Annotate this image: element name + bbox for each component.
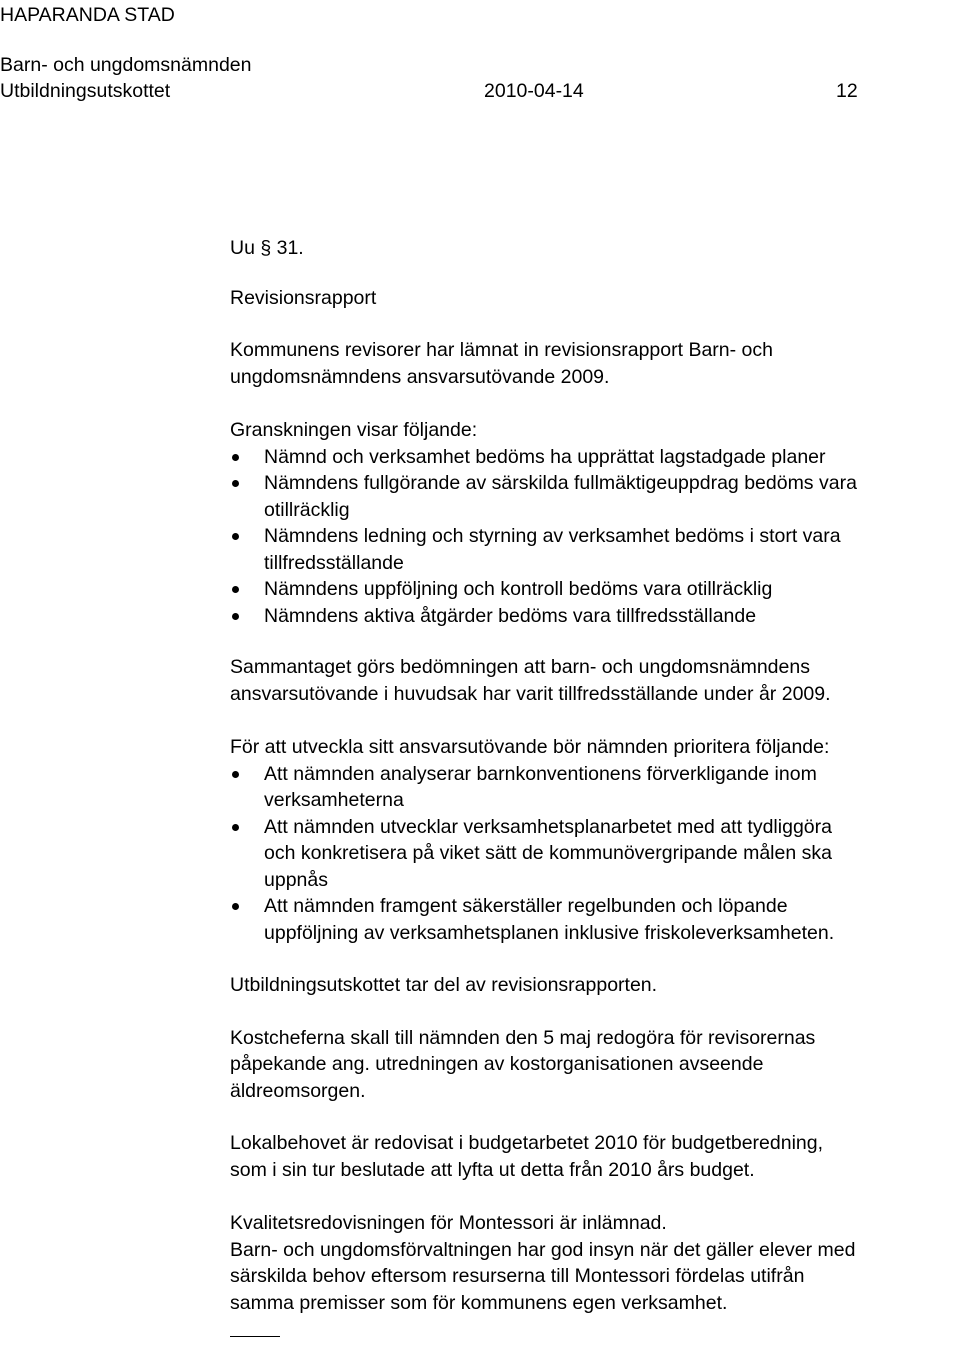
text-line: tillfredsställande (264, 551, 404, 574)
text-line: Att nämnden framgent säkerställer regelbunden och löpande (264, 895, 788, 917)
text-line: som i sin tur beslutade att lyfta ut detta från 2010 års budget. (230, 1158, 755, 1181)
review-list (230, 444, 958, 630)
bullet-icon (232, 533, 239, 540)
text-line: påpekande ang. utredningen av kostorganisationen avseende (230, 1053, 764, 1075)
text-line: särskilda behov eftersom resurserna till Montessori fördelas utifrån (230, 1265, 805, 1287)
text-line: otillräcklig (264, 498, 350, 521)
text-line: Lokalbehovet är redovisat i budgetarbetet 2010 för budgetberedning, (230, 1132, 824, 1154)
bullet-icon (232, 454, 239, 461)
text-line: Nämndens ledning och styrning av verksamhet bedöms i stort vara (264, 525, 841, 547)
text-line: Att nämnden utvecklar verksamhetsplanarbetet med att tydliggöra (264, 815, 832, 838)
text-line: Kommunens revisorer har lämnat in revisionsrapport Barn- och (230, 339, 773, 361)
text-line: äldreomsorgen. (230, 1079, 366, 1102)
premises-paragraph (230, 1130, 958, 1183)
list-item (230, 576, 958, 603)
kostchef-paragraph (230, 1025, 958, 1105)
text-line: Nämndens uppföljning och kontroll bedöms vara otillräcklig (264, 578, 773, 600)
page-number: 12 (836, 80, 858, 102)
quality-paragraph (230, 1210, 958, 1316)
text-line: Kvalitetsredovisningen för Montessori är inlämnad. (230, 1212, 667, 1234)
list-item (230, 523, 958, 576)
list-item (230, 893, 958, 946)
section-number: Uu § 31. (230, 237, 304, 259)
decision-paragraph (230, 972, 958, 999)
review-lead: Granskningen visar följande: (230, 419, 478, 441)
text-line: uppföljning av verksamhetsplanen inklusive friskoleverksamheten. (264, 921, 835, 944)
text-line: Kostcheferna skall till nämnden den 5 maj redogöra för revisorernas (230, 1026, 816, 1049)
list-item (230, 761, 958, 814)
list-item (230, 470, 958, 523)
meeting-date: 2010-04-14 (484, 80, 584, 102)
text-line: uppnås (264, 868, 328, 891)
text-line: ungdomsnämndens ansvarsutövande 2009. (230, 365, 610, 388)
text-line: och konkretisera på viket sätt de kommunövergripande målen ska (264, 842, 832, 864)
text-line: Utbildningsutskottet tar del av revisionsrapporten. (230, 974, 658, 996)
priorities-list (230, 761, 958, 947)
bullet-icon (232, 586, 239, 593)
text-line: ansvarsutövande i huvudsak har varit tillfredsställande under år 2009. (230, 682, 831, 705)
signature-rule (230, 1336, 280, 1337)
text-line: verksamheterna (264, 789, 404, 811)
section-title: Revisionsrapport (230, 287, 377, 309)
bullet-icon (232, 613, 239, 620)
list-item (230, 444, 958, 471)
text-line: Barn- och ungdomsförvaltningen har god insyn när det gäller elever med (230, 1238, 856, 1261)
committee-name: Utbildningsutskottet (0, 80, 171, 102)
body-text (230, 337, 958, 1316)
priorities-lead: För att utveckla sitt ansvarsutövande bör nämnden prioritera följande: (230, 736, 830, 758)
text-line: Att nämnden analyserar barnkonventionens förverkligande inom (264, 762, 817, 785)
bullet-icon (232, 771, 239, 778)
board-name: Barn- och ungdomsnämnden (0, 54, 252, 76)
review-section (230, 417, 958, 629)
text-line: Sammantaget görs bedömningen att barn- och ungdomsnämndens (230, 656, 810, 678)
bullet-icon (232, 824, 239, 831)
text-line: samma premisser som för kommunens egen verksamhet. (230, 1291, 728, 1314)
text-line: Nämndens fullgörande av särskilda fullmäktigeuppdrag bedöms vara (264, 472, 857, 494)
list-item (230, 603, 958, 630)
list-item (230, 814, 958, 894)
intro-paragraph (230, 337, 958, 390)
text-line: Nämndens aktiva åtgärder bedöms vara tillfredsställande (264, 604, 757, 627)
org-name: HAPARANDA STAD (0, 4, 175, 26)
text-line: Nämnd och verksamhet bedöms ha upprättat lagstadgade planer (264, 445, 826, 468)
bullet-icon (232, 480, 239, 487)
bullet-icon (232, 903, 239, 910)
priorities-section (230, 734, 958, 946)
summary-paragraph (230, 654, 958, 707)
